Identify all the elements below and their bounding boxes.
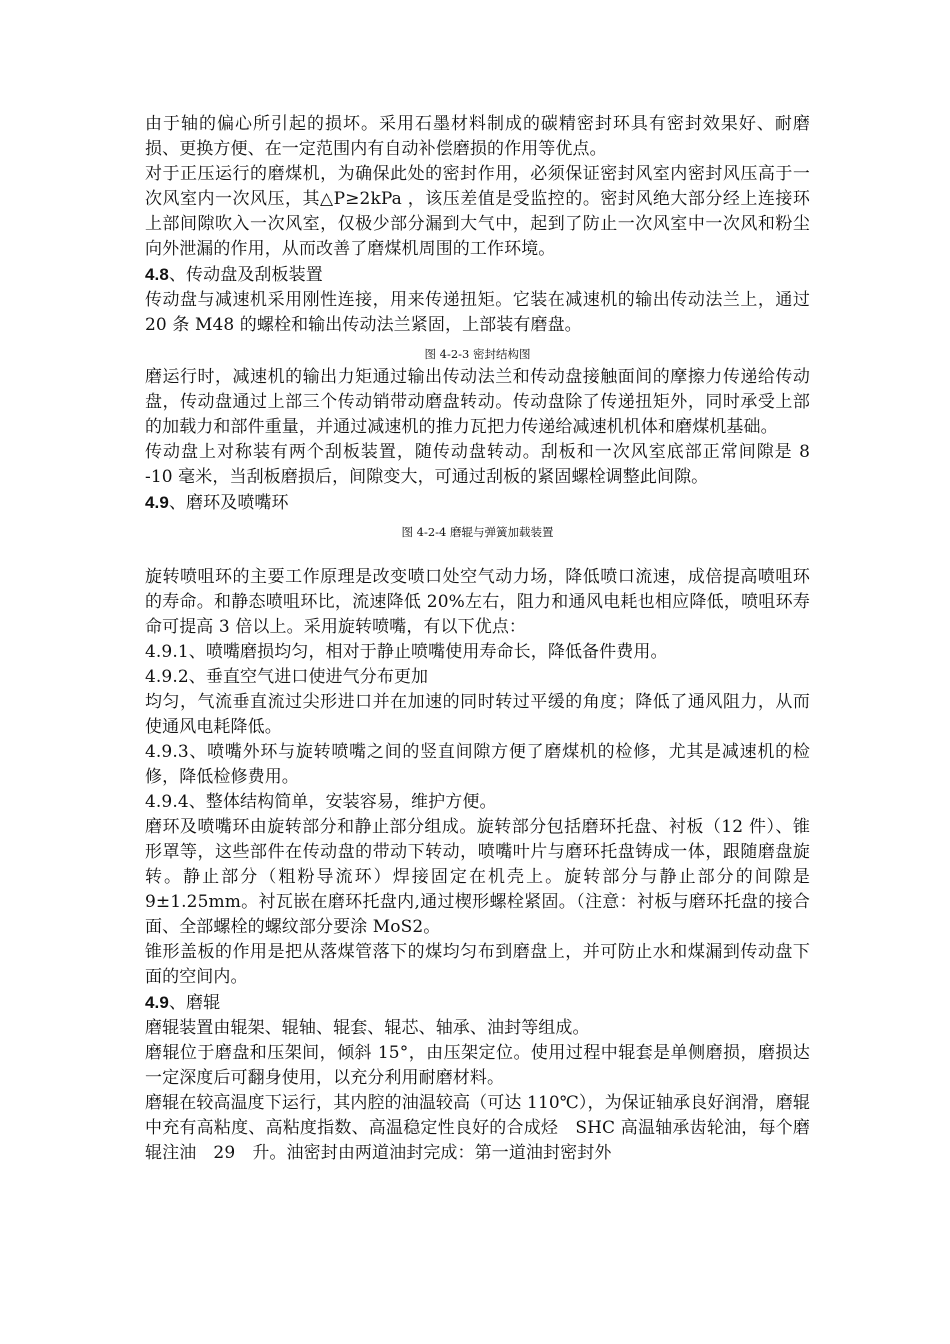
spacer bbox=[145, 543, 810, 565]
paragraph: 传动盘上对称装有两个刮板装置，随传动盘转动。刮板和一次风室底部正常间隙是 8 -10 毫米，当刮板磨损后，间隙变大，可通过刮板的紧固螺栓调整此间隙。 bbox=[145, 442, 810, 487]
paragraph: 磨辊在较高温度下运行，其内腔的油温较高（可达 110℃），为保证轴承良好润滑，磨辊中充有高粘度、高粘度指数、高温稳定性良好的合成烃 SHC 高温轴承齿轮油，每个磨辊注油 29 升。油密封由两道油封完成：第一道油封密封外 bbox=[145, 1093, 810, 1163]
figure-caption: 图 4-2-3 密封结构图 bbox=[424, 347, 531, 361]
section-title: 、传动盘及刮板装置 bbox=[168, 265, 323, 285]
paragraph: 均匀，气流垂直流过尖形进口并在加速的同时转过平缓的角度；降低了通风阻力，从而使通风电耗降低。 bbox=[145, 692, 810, 737]
list-item: 4.9.4、整体结构简单，安装容易，维护方便。 bbox=[145, 792, 497, 812]
section-title: 、磨环及喷嘴环 bbox=[168, 493, 289, 513]
list-item: 4.9.1、喷嘴磨损均匀，相对于静止喷嘴使用寿命长，降低备件费用。 bbox=[145, 642, 668, 662]
paragraph: 锥形盖板的作用是把从落煤管落下的煤均匀布到磨盘上，并可防止水和煤漏到传动盘下面的空间内。 bbox=[145, 942, 810, 987]
paragraph: 磨辊装置由辊架、辊轴、辊套、辊芯、轴承、油封等组成。 bbox=[145, 1018, 590, 1038]
list-item: 4.9.2、垂直空气进口使进气分布更加 bbox=[145, 667, 429, 687]
section-heading-4-8 bbox=[145, 262, 810, 288]
paragraph: 磨辊位于磨盘和压架间，倾斜 15°，由压架定位。使用过程中辊套是单侧磨损，磨损达一定深度后可翻身使用，以充分利用耐磨材料。 bbox=[145, 1043, 810, 1088]
section-number: 4.9 bbox=[145, 493, 169, 512]
document-body bbox=[145, 112, 810, 1166]
paragraph: 对于正压运行的磨煤机，为确保此处的密封作用，必须保证密封风室内密封风压高于一次风室内一次风压，其△P≥2kPa ，该压差值是受监控的。密封风绝大部分经上连接环上部间隙吹入一次风室，仅极少部分漏到大气中，起到了防止一次风室中一次风和粉尘向外泄漏的作用，从而改善了磨煤机周围的工作环境。 bbox=[145, 164, 810, 259]
section-title: 、磨辊 bbox=[168, 993, 221, 1013]
paragraph: 旋转喷咀环的主要工作原理是改变喷口处空气动力场，降低喷口流速，成倍提高喷咀环的寿命。和静态喷咀环比，流速降低 20%左右，阻力和通风电耗也相应降低，喷咀环寿命可提高 3 倍以上。采用旋转喷嘴，有以下优点： bbox=[145, 567, 810, 637]
paragraph: 传动盘与减速机采用刚性连接，用来传递扭矩。它装在减速机的输出传动法兰上，通过 20 条 M48 的螺栓和输出传动法兰紧固，上部装有磨盘。 bbox=[145, 290, 810, 335]
paragraph: 磨环及喷嘴环由旋转部分和静止部分组成。旋转部分包括磨环托盘、衬板（12 件）、锥形罩等，这些部件在传动盘的带动下转动，喷嘴叶片与磨环托盘铸成一体，跟随磨盘旋转。静止部分（粗粉导流环）焊接固定在机壳上。旋转部分与静止部分的间隙是 9±1.25mm。衬瓦嵌在磨环托盘内,通过楔形螺栓紧固。（注意：衬板与磨环托盘的接合面、全部螺栓的螺纹部分要涂 MoS2。 bbox=[145, 817, 810, 937]
paragraph: 磨运行时，减速机的输出力矩通过输出传动法兰和传动盘接触面间的摩擦力传递给传动盘，传动盘通过上部三个传动销带动磨盘转动。传动盘除了传递扭矩外，同时承受上部的加载力和部件重量，并通过减速机的推力瓦把力传递给减速机机体和磨煤机基础。 bbox=[145, 367, 810, 437]
section-heading-4-9 bbox=[145, 490, 810, 516]
section-heading-4-9-roller bbox=[145, 990, 810, 1016]
figure-caption: 图 4-2-4 磨辊与弹簧加载装置 bbox=[401, 525, 554, 539]
section-number: 4.9 bbox=[145, 993, 169, 1012]
paragraph: 由于轴的偏心所引起的损坏。采用石墨材料制成的碳精密封环具有密封效果好、耐磨损、更换方便、在一定范围内有自动补偿磨损的作用等优点。 bbox=[145, 114, 810, 159]
section-number: 4.8 bbox=[145, 265, 169, 284]
list-item: 4.9.3、喷嘴外环与旋转喷嘴之间的竖直间隙方便了磨煤机的检修，尤其是减速机的检修，降低检修费用。 bbox=[145, 742, 810, 787]
